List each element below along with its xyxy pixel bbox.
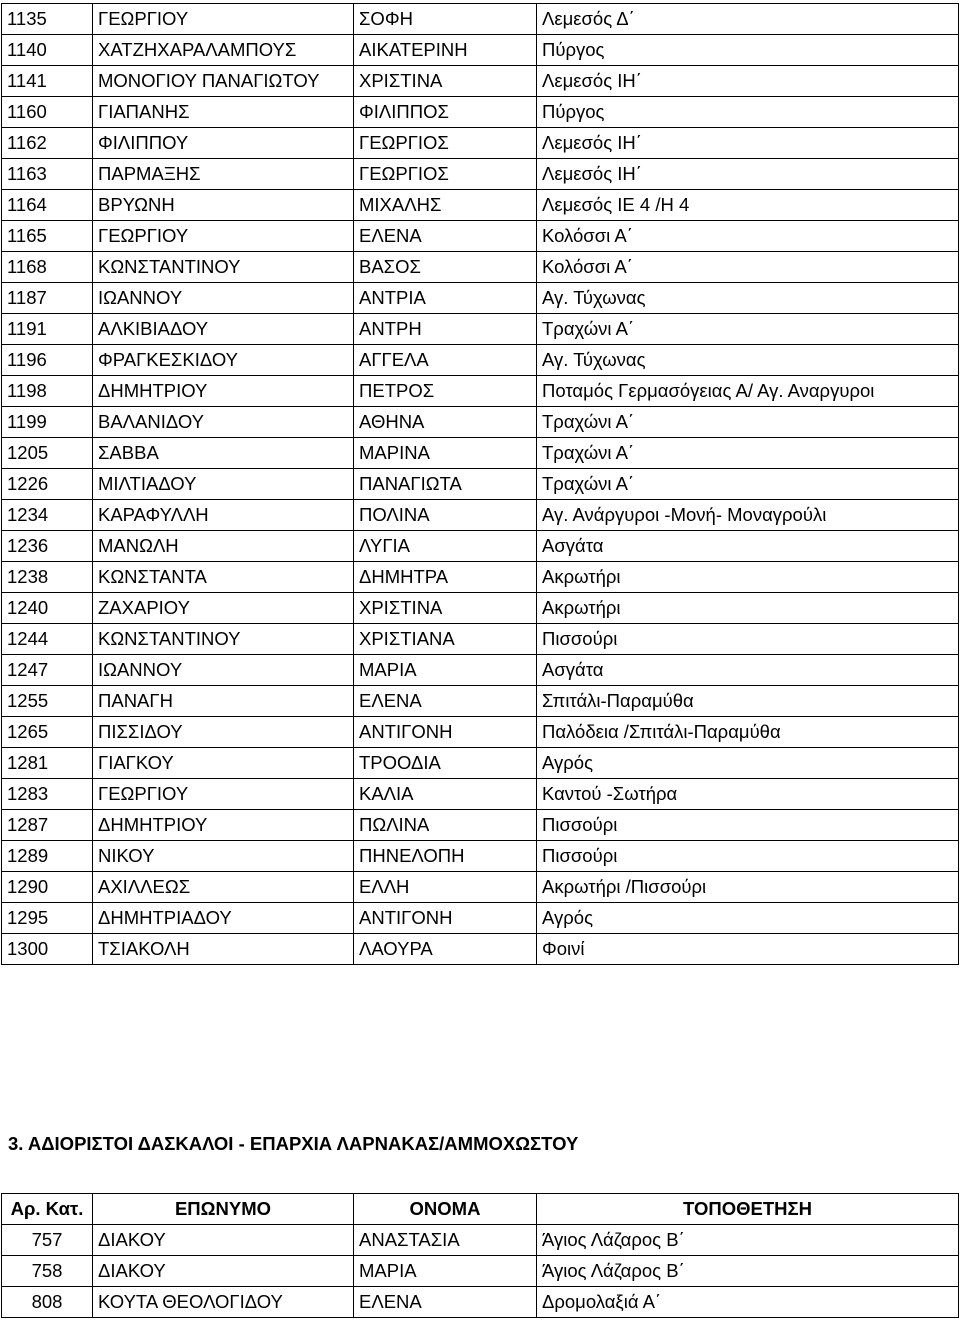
- table-row: [2, 872, 959, 903]
- cell-registry-number: 1247: [2, 655, 93, 686]
- cell-first-name: ΧΡΙΣΤΙΝΑ: [354, 593, 537, 624]
- section-heading: 3. ΑΔΙΟΡΙΣΤΟΙ ΔΑΣΚΑΛΟΙ - ΕΠΑΡΧΙΑ ΛΑΡΝΑΚΑΣ/ΑΜΜΟΧΩΣΤΟΥ: [8, 1133, 579, 1154]
- cell-placement: Τραχώνι Α΄: [537, 469, 959, 500]
- cell-placement: Αγρός: [537, 903, 959, 934]
- cell-placement: Πύργος: [537, 97, 959, 128]
- cell-first-name: ΓΕΩΡΓΙΟΣ: [354, 159, 537, 190]
- cell-first-name: ΠΟΛΙΝΑ: [354, 500, 537, 531]
- cell-surname: ΓΙΑΓΚΟΥ: [93, 748, 354, 779]
- cell-registry-number: 1141: [2, 66, 93, 97]
- cell-registry-number: 1162: [2, 128, 93, 159]
- cell-first-name: ΦΙΛΙΠΠΟΣ: [354, 97, 537, 128]
- cell-registry-number: 1289: [2, 841, 93, 872]
- table-row: [2, 159, 959, 190]
- header-first-name: ΟΝΟΜΑ: [354, 1194, 537, 1225]
- cell-registry-number: 1238: [2, 562, 93, 593]
- cell-surname: ΝΙΚΟΥ: [93, 841, 354, 872]
- table-row: [2, 4, 959, 35]
- cell-surname: ΔΙΑΚΟΥ: [93, 1256, 354, 1287]
- table-row: [2, 376, 959, 407]
- cell-registry-number: 1196: [2, 345, 93, 376]
- cell-surname: ΠΑΝΑΓΗ: [93, 686, 354, 717]
- cell-first-name: ΑΙΚΑΤΕΡΙΝΗ: [354, 35, 537, 66]
- cell-first-name: ΠΗΝΕΛΟΠΗ: [354, 841, 537, 872]
- table-row: [2, 531, 959, 562]
- table-row: [2, 190, 959, 221]
- cell-placement: Αγ. Τύχωνας: [537, 283, 959, 314]
- cell-placement: Δρομολαξιά Α΄: [537, 1287, 959, 1318]
- cell-surname: ΖΑΧΑΡΙΟΥ: [93, 593, 354, 624]
- cell-registry-number: 1164: [2, 190, 93, 221]
- cell-surname: ΠΑΡΜΑΞΗΣ: [93, 159, 354, 190]
- cell-placement: Λεμεσός Δ΄: [537, 4, 959, 35]
- cell-surname: ΙΩΑΝΝΟΥ: [93, 283, 354, 314]
- cell-first-name: ΜΑΡΙΑ: [354, 1256, 537, 1287]
- cell-surname: ΑΛΚΙΒΙΑΔΟΥ: [93, 314, 354, 345]
- cell-registry-number: 1140: [2, 35, 93, 66]
- cell-surname: ΒΡΥΩΝΗ: [93, 190, 354, 221]
- cell-placement: Ακρωτήρι: [537, 562, 959, 593]
- cell-first-name: ΑΝΤΡΗ: [354, 314, 537, 345]
- cell-surname: ΔΙΑΚΟΥ: [93, 1225, 354, 1256]
- cell-surname: ΔΗΜΗΤΡΙΟΥ: [93, 376, 354, 407]
- cell-registry-number: 1300: [2, 934, 93, 965]
- cell-surname: ΚΩΝΣΤΑΝΤΙΝΟΥ: [93, 624, 354, 655]
- table-row: [2, 593, 959, 624]
- cell-surname: ΜΙΛΤΙΑΔΟΥ: [93, 469, 354, 500]
- table-row: [2, 35, 959, 66]
- cell-placement: Παλόδεια /Σπιτάλι-Παραμύθα: [537, 717, 959, 748]
- cell-first-name: ΔΗΜΗΤΡΑ: [354, 562, 537, 593]
- cell-surname: ΧΑΤΖΗΧΑΡΑΛΑΜΠΟΥΣ: [93, 35, 354, 66]
- table-row: [2, 934, 959, 965]
- table-row: [2, 717, 959, 748]
- cell-placement: Καντού -Σωτήρα: [537, 779, 959, 810]
- cell-first-name: ΣΟΦΗ: [354, 4, 537, 35]
- cell-placement: Τραχώνι Α΄: [537, 407, 959, 438]
- cell-placement: Φοινί: [537, 934, 959, 965]
- cell-registry-number: 1191: [2, 314, 93, 345]
- cell-first-name: ΜΑΡΙΑ: [354, 655, 537, 686]
- cell-first-name: ΑΝΤΙΓΟΝΗ: [354, 717, 537, 748]
- cell-surname: ΜΑΝΩΛΗ: [93, 531, 354, 562]
- cell-surname: ΒΑΛΑΝΙΔΟΥ: [93, 407, 354, 438]
- table-row: [2, 345, 959, 376]
- cell-surname: ΓΕΩΡΓΙΟΥ: [93, 4, 354, 35]
- cell-first-name: ΑΝΤΙΓΟΝΗ: [354, 903, 537, 934]
- cell-registry-number: 1295: [2, 903, 93, 934]
- cell-first-name: ΑΘΗΝΑ: [354, 407, 537, 438]
- cell-placement: Αγ. Τύχωνας: [537, 345, 959, 376]
- table-row: [2, 221, 959, 252]
- cell-registry-number: 808: [2, 1287, 93, 1318]
- cell-placement: Κολόσσι Α΄: [537, 252, 959, 283]
- table-row: [2, 469, 959, 500]
- table-row: [2, 128, 959, 159]
- cell-first-name: ΠΑΝΑΓΙΩΤΑ: [354, 469, 537, 500]
- cell-registry-number: 1199: [2, 407, 93, 438]
- cell-placement: Πισσούρι: [537, 810, 959, 841]
- cell-placement: Πισσούρι: [537, 841, 959, 872]
- cell-placement: Ποταμός Γερμασόγειας Α/ Αγ. Αναργυροι: [537, 376, 959, 407]
- table-row: [2, 438, 959, 469]
- cell-placement: Αγ. Ανάργυροι -Μονή- Μοναγρούλι: [537, 500, 959, 531]
- table-row: [2, 655, 959, 686]
- cell-placement: Ακρωτήρι: [537, 593, 959, 624]
- cell-surname: ΚΑΡΑΦΥΛΛΗ: [93, 500, 354, 531]
- cell-surname: ΤΣΙΑΚΟΛΗ: [93, 934, 354, 965]
- cell-surname: ΓΙΑΠΑΝΗΣ: [93, 97, 354, 128]
- cell-placement: Λεμεσός ΙΗ΄: [537, 66, 959, 97]
- cell-placement: Πισσούρι: [537, 624, 959, 655]
- table-row: [2, 903, 959, 934]
- cell-placement: Αγρός: [537, 748, 959, 779]
- cell-placement: Ακρωτήρι /Πισσούρι: [537, 872, 959, 903]
- table-row: [2, 779, 959, 810]
- cell-first-name: ΕΛΕΝΑ: [354, 221, 537, 252]
- table-row: [2, 1256, 959, 1287]
- cell-surname: ΔΗΜΗΤΡΙΟΥ: [93, 810, 354, 841]
- cell-first-name: ΠΕΤΡΟΣ: [354, 376, 537, 407]
- table-row: [2, 624, 959, 655]
- cell-first-name: ΑΝΤΡΙΑ: [354, 283, 537, 314]
- cell-surname: ΚΟΥΤΑ ΘΕΟΛΟΓΙΔΟΥ: [93, 1287, 354, 1318]
- cell-first-name: ΑΝΑΣΤΑΣΙΑ: [354, 1225, 537, 1256]
- cell-first-name: ΕΛΛΗ: [354, 872, 537, 903]
- cell-surname: ΦΡΑΓΚΕΣΚΙΔΟΥ: [93, 345, 354, 376]
- cell-registry-number: 1234: [2, 500, 93, 531]
- cell-registry-number: 1187: [2, 283, 93, 314]
- table-row: [2, 500, 959, 531]
- cell-surname: ΦΙΛΙΠΠΟΥ: [93, 128, 354, 159]
- cell-first-name: ΒΑΣΟΣ: [354, 252, 537, 283]
- larnaca-famagusta-body: [2, 1225, 959, 1318]
- cell-registry-number: 1198: [2, 376, 93, 407]
- cell-first-name: ΜΑΡΙΝΑ: [354, 438, 537, 469]
- table-row: [2, 407, 959, 438]
- cell-first-name: ΕΛΕΝΑ: [354, 1287, 537, 1318]
- header-registry-number: Αρ. Κατ.: [2, 1194, 93, 1225]
- header-surname: ΕΠΩΝΥΜΟ: [93, 1194, 354, 1225]
- header-placement: ΤΟΠΟΘΕΤΗΣΗ: [537, 1194, 959, 1225]
- cell-first-name: ΛΥΓΙΑ: [354, 531, 537, 562]
- table-row: [2, 686, 959, 717]
- table-row: [2, 562, 959, 593]
- cell-placement: Άγιος Λάζαρος Β΄: [537, 1225, 959, 1256]
- cell-registry-number: 1135: [2, 4, 93, 35]
- teacher-list-table: [1, 3, 959, 965]
- table-row: [2, 1287, 959, 1318]
- cell-surname: ΜΟΝΟΓΙΟΥ ΠΑΝΑΓΙΩΤΟΥ: [93, 66, 354, 97]
- cell-surname: ΔΗΜΗΤΡΙΑΔΟΥ: [93, 903, 354, 934]
- cell-placement: Ασγάτα: [537, 531, 959, 562]
- cell-registry-number: 1287: [2, 810, 93, 841]
- cell-first-name: ΚΑΛΙΑ: [354, 779, 537, 810]
- cell-placement: Άγιος Λάζαρος Β΄: [537, 1256, 959, 1287]
- cell-surname: ΚΩΝΣΤΑΝΤΙΝΟΥ: [93, 252, 354, 283]
- cell-surname: ΠΙΣΣΙΔΟΥ: [93, 717, 354, 748]
- table-row: [2, 748, 959, 779]
- table-row: [2, 841, 959, 872]
- cell-placement: Πύργος: [537, 35, 959, 66]
- cell-placement: Ασγάτα: [537, 655, 959, 686]
- cell-registry-number: 1168: [2, 252, 93, 283]
- cell-registry-number: 1205: [2, 438, 93, 469]
- cell-registry-number: 1281: [2, 748, 93, 779]
- table-header-row: [2, 1194, 959, 1225]
- table-row: [2, 314, 959, 345]
- cell-placement: Κολόσσι Α΄: [537, 221, 959, 252]
- table-row: [2, 1225, 959, 1256]
- cell-registry-number: 1255: [2, 686, 93, 717]
- cell-registry-number: 1163: [2, 159, 93, 190]
- cell-first-name: ΓΕΩΡΓΙΟΣ: [354, 128, 537, 159]
- cell-registry-number: 1226: [2, 469, 93, 500]
- cell-registry-number: 1283: [2, 779, 93, 810]
- cell-registry-number: 1160: [2, 97, 93, 128]
- cell-placement: Λεμεσός ΙΕ 4 /Η 4: [537, 190, 959, 221]
- cell-registry-number: 1265: [2, 717, 93, 748]
- table-row: [2, 283, 959, 314]
- cell-surname: ΑΧΙΛΛΕΩΣ: [93, 872, 354, 903]
- cell-registry-number: 1236: [2, 531, 93, 562]
- teacher-list-body: [2, 4, 959, 965]
- cell-first-name: ΛΑΟΥΡΑ: [354, 934, 537, 965]
- cell-registry-number: 1290: [2, 872, 93, 903]
- cell-placement: Λεμεσός ΙΗ΄: [537, 128, 959, 159]
- cell-first-name: ΤΡΟΟΔΙΑ: [354, 748, 537, 779]
- cell-placement: Λεμεσός ΙΗ΄: [537, 159, 959, 190]
- cell-registry-number: 1165: [2, 221, 93, 252]
- cell-surname: ΓΕΩΡΓΙΟΥ: [93, 221, 354, 252]
- cell-registry-number: 1240: [2, 593, 93, 624]
- table-row: [2, 97, 959, 128]
- cell-first-name: ΧΡΙΣΤΙΝΑ: [354, 66, 537, 97]
- table-row: [2, 252, 959, 283]
- larnaca-famagusta-table: [1, 1193, 959, 1318]
- cell-registry-number: 757: [2, 1225, 93, 1256]
- cell-registry-number: 1244: [2, 624, 93, 655]
- cell-first-name: ΑΓΓΕΛΑ: [354, 345, 537, 376]
- cell-surname: ΚΩΝΣΤΑΝΤΑ: [93, 562, 354, 593]
- cell-surname: ΣΑΒΒΑ: [93, 438, 354, 469]
- table-row: [2, 66, 959, 97]
- cell-first-name: ΜΙΧΑΛΗΣ: [354, 190, 537, 221]
- cell-registry-number: 758: [2, 1256, 93, 1287]
- cell-placement: Τραχώνι Α΄: [537, 438, 959, 469]
- cell-placement: Σπιτάλι-Παραμύθα: [537, 686, 959, 717]
- cell-first-name: ΕΛΕΝΑ: [354, 686, 537, 717]
- cell-first-name: ΧΡΙΣΤΙΑΝΑ: [354, 624, 537, 655]
- cell-placement: Τραχώνι Α΄: [537, 314, 959, 345]
- cell-surname: ΙΩΑΝΝΟΥ: [93, 655, 354, 686]
- cell-surname: ΓΕΩΡΓΙΟΥ: [93, 779, 354, 810]
- cell-first-name: ΠΩΛΙΝΑ: [354, 810, 537, 841]
- table-row: [2, 810, 959, 841]
